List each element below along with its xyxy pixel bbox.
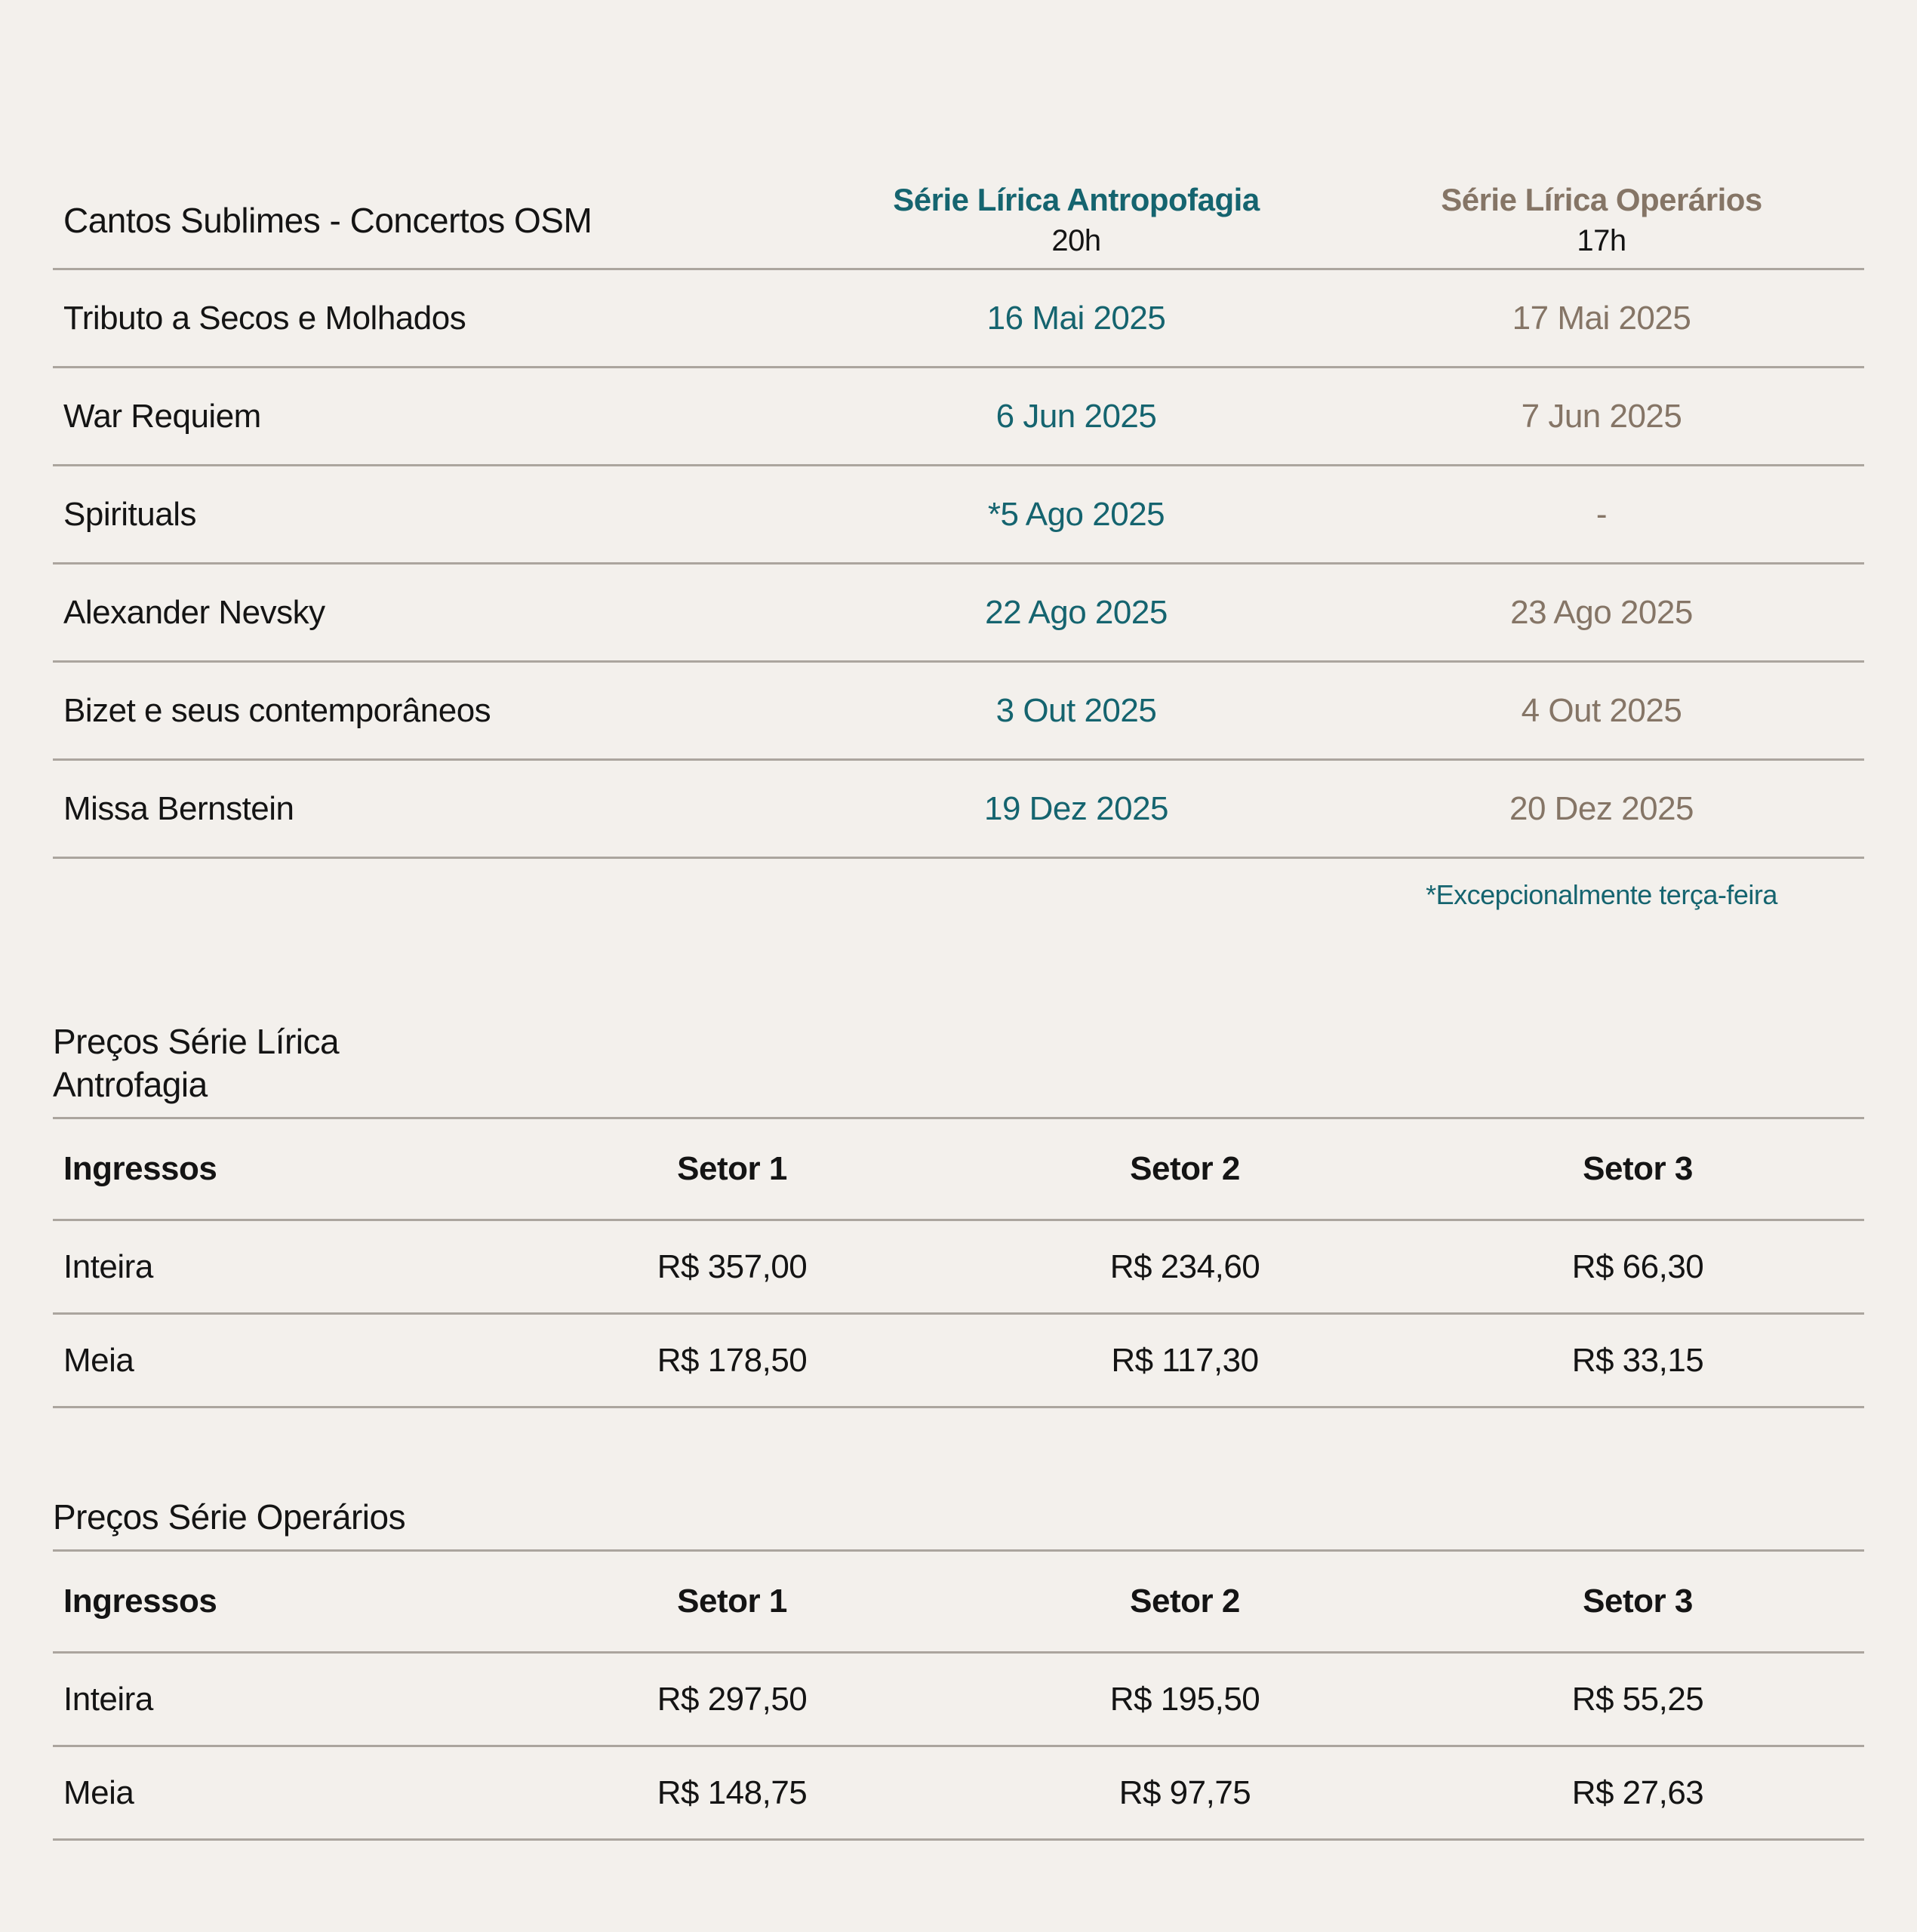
date-antropofagia: 3 Out 2025	[995, 691, 1157, 729]
date-antropofagia: *5 Ago 2025	[987, 495, 1165, 533]
price-setor2: R$ 234,60	[1109, 1247, 1260, 1285]
schedule-row	[53, 368, 1864, 466]
date-operarios: -	[1595, 495, 1608, 533]
date-operarios: 23 Ago 2025	[1510, 593, 1693, 631]
price-setor1: R$ 357,00	[657, 1247, 808, 1285]
prices-antropofagia-heading	[53, 1020, 1864, 1119]
column-time-operarios: 17h	[1577, 224, 1626, 257]
sheet-content	[53, 172, 1864, 1841]
concert-title: Alexander Nevsky	[63, 593, 325, 631]
column-time-antropofagia: 20h	[1051, 224, 1101, 257]
schedule-column-operarios	[1339, 182, 1864, 258]
date-antropofagia: 19 Dez 2025	[983, 789, 1169, 827]
footnote-row	[53, 859, 1864, 931]
price-setor2: R$ 117,30	[1111, 1341, 1259, 1379]
concert-title: Spirituals	[63, 495, 196, 533]
price-row-inteira	[53, 1221, 1864, 1315]
header-ingressos: Ingressos	[63, 1150, 217, 1188]
price-setor1: R$ 178,50	[657, 1341, 808, 1379]
price-row-meia	[53, 1747, 1864, 1841]
price-setor3: R$ 33,15	[1571, 1341, 1704, 1379]
ticket-type: Inteira	[63, 1680, 153, 1718]
schedule-row	[53, 270, 1864, 368]
prices-operarios-header-row	[53, 1552, 1864, 1654]
column-label-operarios: Série Lírica Operários	[1441, 182, 1762, 217]
price-setor3: R$ 66,30	[1571, 1247, 1704, 1285]
header-setor2: Setor 2	[1130, 1583, 1240, 1620]
price-setor3: R$ 55,25	[1571, 1680, 1704, 1718]
date-antropofagia: 6 Jun 2025	[995, 397, 1157, 435]
prices-antropofagia-heading-line2: Antrofagia	[53, 1065, 208, 1105]
prices-antropofagia-heading-line1: Preços Série Lírica	[53, 1022, 340, 1061]
price-setor2: R$ 195,50	[1109, 1680, 1260, 1718]
price-setor2: R$ 97,75	[1119, 1774, 1251, 1811]
schedule-row	[53, 466, 1864, 565]
concert-title: Tributo a Secos e Molhados	[63, 299, 466, 337]
ticket-type: Meia	[63, 1774, 134, 1811]
schedule-footnote: *Excepcionalmente terça-feira	[1426, 879, 1777, 910]
date-antropofagia: 22 Ago 2025	[985, 593, 1168, 631]
header-ingressos: Ingressos	[63, 1583, 217, 1620]
price-row-meia	[53, 1315, 1864, 1408]
price-setor1: R$ 297,50	[657, 1680, 808, 1718]
column-label-antropofagia: Série Lírica Antropofagia	[893, 182, 1260, 217]
header-setor3: Setor 3	[1583, 1150, 1693, 1188]
date-operarios: 7 Jun 2025	[1521, 397, 1682, 435]
page-title: Cantos Sublimes - Concertos OSM	[63, 200, 592, 240]
schedule-column-antropofagia	[814, 182, 1339, 258]
schedule-row	[53, 663, 1864, 761]
date-antropofagia: 16 Mai 2025	[986, 299, 1166, 337]
price-row-inteira	[53, 1654, 1864, 1747]
price-setor3: R$ 27,63	[1571, 1774, 1704, 1811]
date-operarios: 4 Out 2025	[1521, 691, 1682, 729]
concert-title: Missa Bernstein	[63, 789, 294, 827]
prices-operarios-heading: Preços Série Operários	[53, 1496, 1864, 1552]
concert-title: War Requiem	[63, 397, 261, 435]
date-operarios: 20 Dez 2025	[1509, 789, 1694, 827]
price-setor1: R$ 148,75	[657, 1774, 808, 1811]
date-operarios: 17 Mai 2025	[1512, 299, 1691, 337]
concert-title: Bizet e seus contemporâneos	[63, 691, 491, 729]
header-setor2: Setor 2	[1130, 1150, 1240, 1188]
schedule-row	[53, 565, 1864, 663]
schedule-row	[53, 761, 1864, 859]
header-setor1: Setor 1	[677, 1150, 787, 1188]
ticket-type: Inteira	[63, 1247, 153, 1285]
header-setor3: Setor 3	[1583, 1583, 1693, 1620]
schedule-header-row	[53, 172, 1864, 270]
header-setor1: Setor 1	[677, 1583, 787, 1620]
prices-antropofagia-header-row	[53, 1119, 1864, 1221]
ticket-type: Meia	[63, 1341, 134, 1379]
